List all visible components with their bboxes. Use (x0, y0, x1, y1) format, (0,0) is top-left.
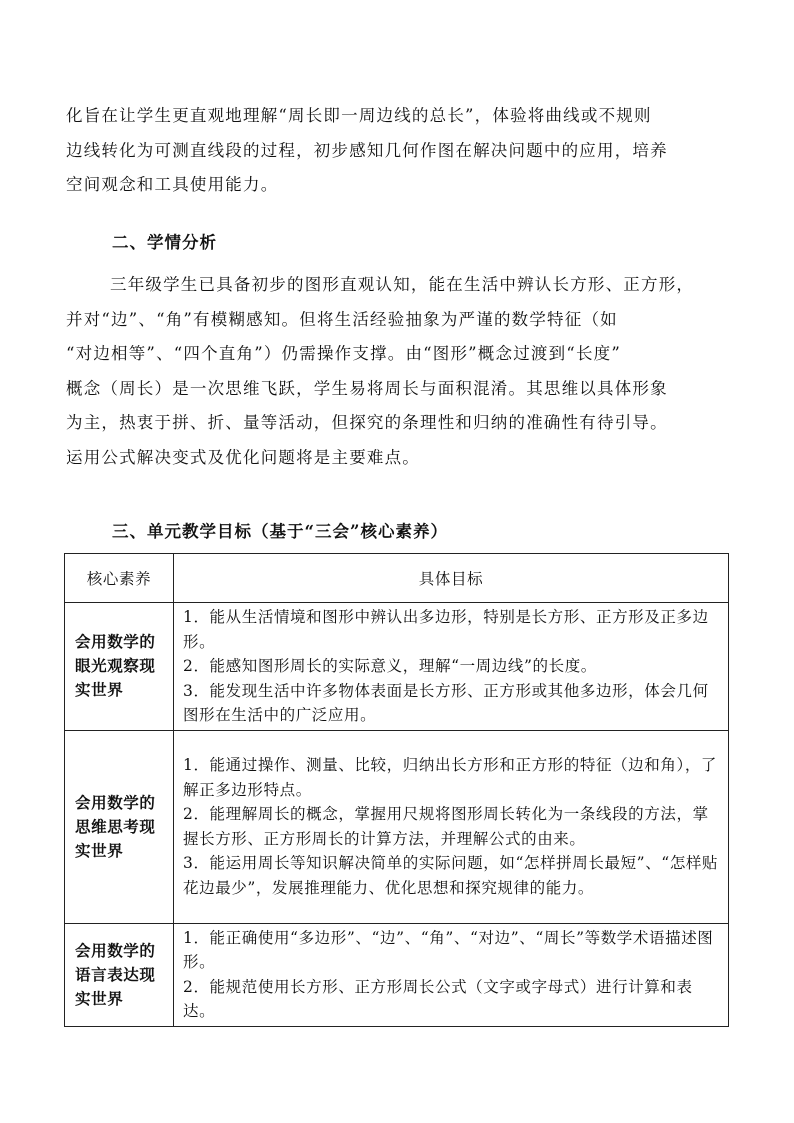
goal-item: 1．能通过操作、测量、比较，归纳出长方形和正方形的特征（边和角），了解正多边形特点。 (183, 756, 718, 799)
learning-analysis-paragraph (66, 268, 734, 475)
goal-cell (174, 603, 729, 731)
table-header-goals: 具体目标 (174, 554, 729, 603)
unit-goals-table (64, 553, 729, 1027)
goal-item: 3．能运用周长等知识解决简单的实际问题，如“怎样拼周长最短”、“怎样贴花边最少”，发展推理能力、优化思想和探究规律的能力。 (183, 854, 719, 897)
intro-line: 边线转化为可测直线段的过程，初步感知几何作图在解决问题中的应用，培养 (66, 140, 668, 160)
table-row (65, 730, 729, 923)
section-heading-unit-goals: 三、单元教学目标（基于“三会”核心素养） (112, 522, 448, 541)
analysis-line: 概念（周长）是一次思维飞跃，学生易将周长与面积混淆。其思维以具体形象 (66, 378, 668, 398)
table-row (65, 603, 729, 731)
intro-line: 化旨在让学生更直观地理解“周长即一周边线的总长”，体验将曲线或不规则 (66, 106, 652, 125)
analysis-line: 三年级学生已具备初步的图形直观认知，能在生活中辨认长方形、正方形， (110, 275, 695, 294)
goal-cell (174, 730, 729, 923)
analysis-line: 为主，热衷于拼、折、量等活动，但探究的条理性和归纳的准确性有待引导。 (66, 413, 668, 432)
intro-line: 空间观念和工具使用能力。 (66, 175, 279, 194)
literacy-cell (65, 730, 174, 923)
goal-item: 3．能发现生活中许多物体表面是长方形、正方形或其他多边形，体会几何图形在生活中的广泛应用。 (183, 681, 709, 724)
analysis-line: 并对“边”、“角”有模糊感知。但将生活经验抽象为严谨的数学特征（如 (66, 309, 618, 329)
section-heading-learning-analysis: 二、学情分析 (112, 233, 217, 252)
literacy-label: 会用数学的眼光观察现实世界 (75, 632, 156, 700)
goal-item: 2．能感知图形周长的实际意义，理解“一周边线”的长度。 (183, 657, 597, 675)
table-header-row (65, 554, 729, 603)
goal-item: 1．能从生活情境和图形中辨认出多边形，特别是长方形、正方形及正多边形。 (183, 608, 709, 651)
literacy-label: 会用数学的思维思考现实世界 (75, 792, 156, 860)
table-row (65, 923, 729, 1026)
goal-item: 2．能规范使用长方形、正方形周长公式（文字或字母式）进行计算和表达。 (183, 977, 693, 1020)
table-header-literacy: 核心素养 (65, 554, 174, 603)
goal-cell (174, 923, 729, 1026)
intro-paragraph (66, 99, 734, 203)
analysis-line: “对边相等”、“四个直角”）仍需操作支撑。由“图形”概念过渡到“长度” (66, 344, 621, 363)
goal-item: 1．能正确使用“多边形”、“边”、“角”、“对边”、“周长”等数学术语描述图形。 (183, 928, 714, 971)
analysis-line: 运用公式解决变式及优化问题将是主要难点。 (66, 447, 420, 467)
goal-item: 2．能理解周长的概念，掌握用尺规将图形周长转化为一条线段的方法，掌握长方形、正方形周长的计算方法，并理解公式的由来。 (183, 805, 709, 848)
literacy-label: 会用数学的语言表达现实世界 (75, 940, 156, 1008)
literacy-cell (65, 603, 174, 731)
literacy-cell (65, 923, 174, 1026)
